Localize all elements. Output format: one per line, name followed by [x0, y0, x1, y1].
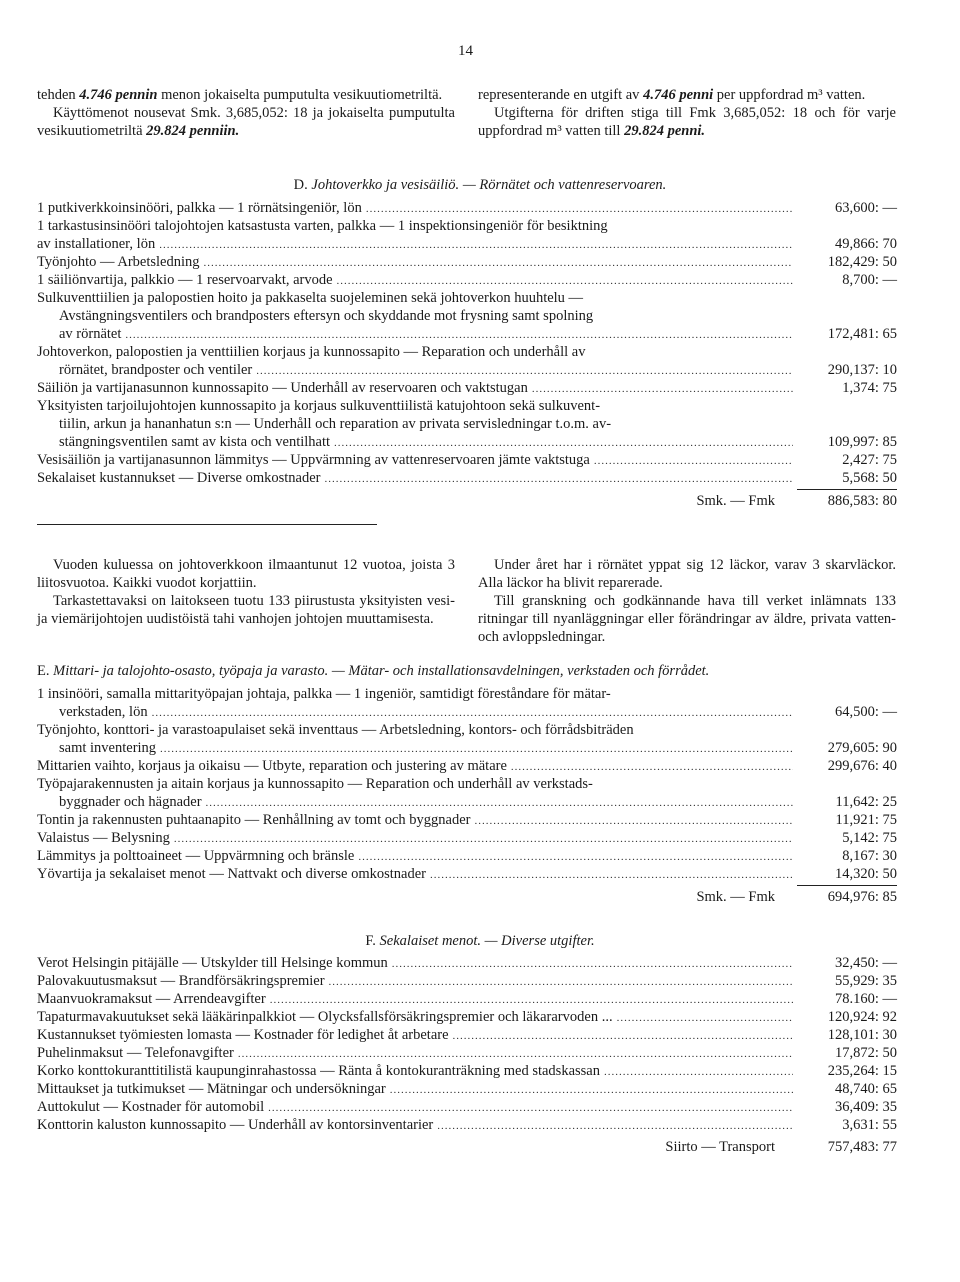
ledger-row: Tapaturmavakuutukset sekä lääkärinpalkkiot — Olycksfallsförsäkringspremier och läkararvoden ... ..... 120,924: 92 — [37, 1008, 897, 1026]
section-d-total: Smk. — Fmk 886,583: 80 — [37, 489, 897, 509]
ledger-row: av rörnätet ..... 172,481: 65 — [37, 325, 897, 343]
ledger-row: Auttokulut — Kostnader för automobil ..... 36,409: 35 — [37, 1098, 897, 1116]
ledger-row: stängningsventilen samt av kista och ventilhatt ..... 109,997: 85 — [37, 433, 897, 451]
mid-sv-paragraph-2: Till granskning och godkännande hava till verket inlämnats 133 ritningar till nyanläggningar eller förändringar av äldre, privata vatten- och avloppsledningar. — [478, 593, 896, 645]
ledger-row: 1 säiliönvartija, palkkio — 1 reservoarvakt, arvode ..... 8,700: — — [37, 271, 897, 289]
ledger-row: Mittarien vaihto, korjaus ja oikaisu — Utbyte, reparation och justering av mätare ..... 299,676: 40 — [37, 757, 897, 775]
section-d-heading: D. Johtoverkko ja vesisäiliö. — Rörnätet och vattenreservoaren. — [293, 177, 667, 193]
intro-fi-paragraph-1: tehden 4.746 pennin menon jokaiselta pumputulta vesikuutiometriltä. — [37, 87, 443, 103]
ledger-row: Tontin ja rakennusten puhtaanapito — Renhållning av tomt och byggnader ..... 11,921: 75 — [37, 811, 897, 829]
mid-fi-paragraph-1: Vuoden kuluessa on johtoverkkoon ilmaantunut 12 vuotoa, joista 3 liitosvuotoa. Kaikki vuodot korjattiin. — [37, 557, 455, 591]
ledger-row: 1 tarkastusinsinööri talojohtojen katsastusta varten, palkka — 1 inspektionsingeniör för besiktning — [37, 218, 608, 234]
ledger-row: Mittaukset ja tutkimukset — Mätningar och undersökningar ..... 48,740: 65 — [37, 1080, 897, 1098]
mid-sv-paragraph-1: Under året har i rörnätet yppat sig 12 läckor, varav 3 skarvläckor. Alla läckor ha blivit reparerade. — [478, 557, 896, 591]
ledger-row: Sulkuventtiilien ja palopostien hoito ja pakkaselta suojeleminen sekä johtoverkon huuhtelu — — [37, 290, 584, 306]
ledger-row: Työpajarakennusten ja aitain korjaus ja kunnossapito — Reparation och underhåll av verkstads- — [37, 776, 593, 792]
ledger-row: Valaistus — Belysning ..... 5,142: 75 — [37, 829, 897, 847]
ledger-row: Kustannukset työmiesten lomasta — Kostnader för ledighet åt arbetare ..... 128,101: 30 — [37, 1026, 897, 1044]
mid-fi-paragraph-2: Tarkastettavaksi on laitokseen tuotu 133 piirustusta yksityisten vesi- ja viemärijohtojen uudistöistä tahi vanhojen johtojen muuttamisesta. — [37, 593, 455, 627]
ledger-row: byggnader och hägnader ..... 11,642: 25 — [37, 793, 897, 811]
ledger-row: Konttorin kaluston kunnossapito — Underhåll av kontorsinventarier ..... 3,631: 55 — [37, 1116, 897, 1134]
ledger-row: Verot Helsingin pitäjälle — Utskylder till Helsinge kommun ..... 32,450: — — [37, 954, 897, 972]
ledger-row: Palovakuutusmaksut — Brandförsäkringspremier ..... 55,929: 35 — [37, 972, 897, 990]
mid-finnish-column — [37, 556, 455, 628]
section-e-total: Smk. — Fmk 694,976: 85 — [37, 885, 897, 905]
ledger-row: Yövartija ja sekalaiset menot — Nattvakt och diverse omkostnader ..... 14,320: 50 — [37, 865, 897, 883]
ledger-row: Johtoverkon, palopostien ja venttiilien korjaus ja kunnossapito — Reparation och underhåll av — [37, 344, 586, 360]
ledger-row: Vesisäiliön ja vartijanasunnon lämmitys — Uppvärmning av vattenreservoaren jämte vaktstuga ..... 2,427: 75 — [37, 451, 897, 469]
ledger-row: 1 insinööri, samalla mittarityöpajan johtaja, palkka — 1 ingeniör, samtidigt föreståndare för mätar- — [37, 686, 611, 702]
section-e-ledger — [37, 685, 897, 905]
ledger-row: Yksityisten tarjoilujohtojen kunnossapito ja korjaus sulkuventtiilistä katujohtoon sekä sulkuvent- — [37, 398, 601, 414]
section-d-ledger — [37, 199, 897, 509]
intro-finnish-column — [37, 86, 455, 140]
section-f-transport: Siirto — Transport 757,483: 77 — [665, 1139, 897, 1155]
ledger-row: Työnjohto — Arbetsledning ..... 182,429: 50 — [37, 253, 897, 271]
ledger-row: 1 putkiverkkoinsinööri, palkka — 1 rörnätsingeniör, lön ..... 63,600: — — [37, 199, 897, 217]
section-divider — [37, 524, 377, 525]
ledger-row: Avstängningsventilers och brandposters eftersyn och skyddande mot frysning samt spolning — [59, 308, 594, 324]
ledger-row: tiilin, arkun ja hananhatun s:n — Underhåll och reparation av privata servisledningar t.o.m. av- — [59, 416, 612, 432]
mid-swedish-column — [478, 556, 896, 646]
intro-sv-paragraph-2: Utgifterna för driften stiga till Fmk 3,685,052: 18 och för varje uppfordrad m³ vatten till 29.824 penni. — [478, 105, 896, 139]
ledger-row: Maanvuokramaksut — Arrendeavgifter ..... 78.160: — — [37, 990, 897, 1008]
ledger-row: av installationer, lön ..... 49,866: 70 — [37, 235, 897, 253]
ledger-row: rörnätet, brandposter och ventiler ..... 290,137: 10 — [37, 361, 897, 379]
ledger-row: samt inventering ..... 279,605: 90 — [37, 739, 897, 757]
section-e-heading: E. Mittari- ja talojohto-osasto, työpaja ja varasto. — Mätar- och installationsavdelningen, verkstaden och förrådet. — [37, 663, 710, 679]
ledger-row: Puhelinmaksut — Telefonavgifter ..... 17,872: 50 — [37, 1044, 897, 1062]
intro-swedish-column — [478, 86, 896, 140]
ledger-row: Sekalaiset kustannukset — Diverse omkostnader ..... 5,568: 50 — [37, 469, 897, 487]
intro-fi-paragraph-2: Käyttömenot nousevat Smk. 3,685,052: 18 ja jokaiselta pumputulta vesikuutiometriltä 29.824 penniin. — [37, 105, 455, 139]
ledger-row: Korko konttokuranttitilistä kaupunginrahastossa — Ränta å kontokuranträkning med stadskassan ..... 235,264: 15 — [37, 1062, 897, 1080]
ledger-row: Säiliön ja vartijanasunnon kunnossapito — Underhåll av reservoaren och vaktstugan ..... 1,374: 75 — [37, 379, 897, 397]
intro-sv-paragraph-1: representerande en utgift av 4.746 penni per uppfordrad m³ vatten. — [478, 87, 866, 103]
ledger-row: Työnjohto, konttori- ja varastoapulaiset sekä inventtaus — Arbetsledning, kontors- och förrådsbiträden — [37, 722, 634, 738]
ledger-row: verkstaden, lön ..... 64,500: — — [37, 703, 897, 721]
section-f-ledger — [37, 954, 897, 1156]
page-number: 14 — [458, 43, 473, 59]
section-f-heading: F. Sekalaiset menot. — Diverse utgifter. — [365, 933, 595, 949]
ledger-row: Lämmitys ja polttoaineet — Uppvärmning och bränsle ..... 8,167: 30 — [37, 847, 897, 865]
